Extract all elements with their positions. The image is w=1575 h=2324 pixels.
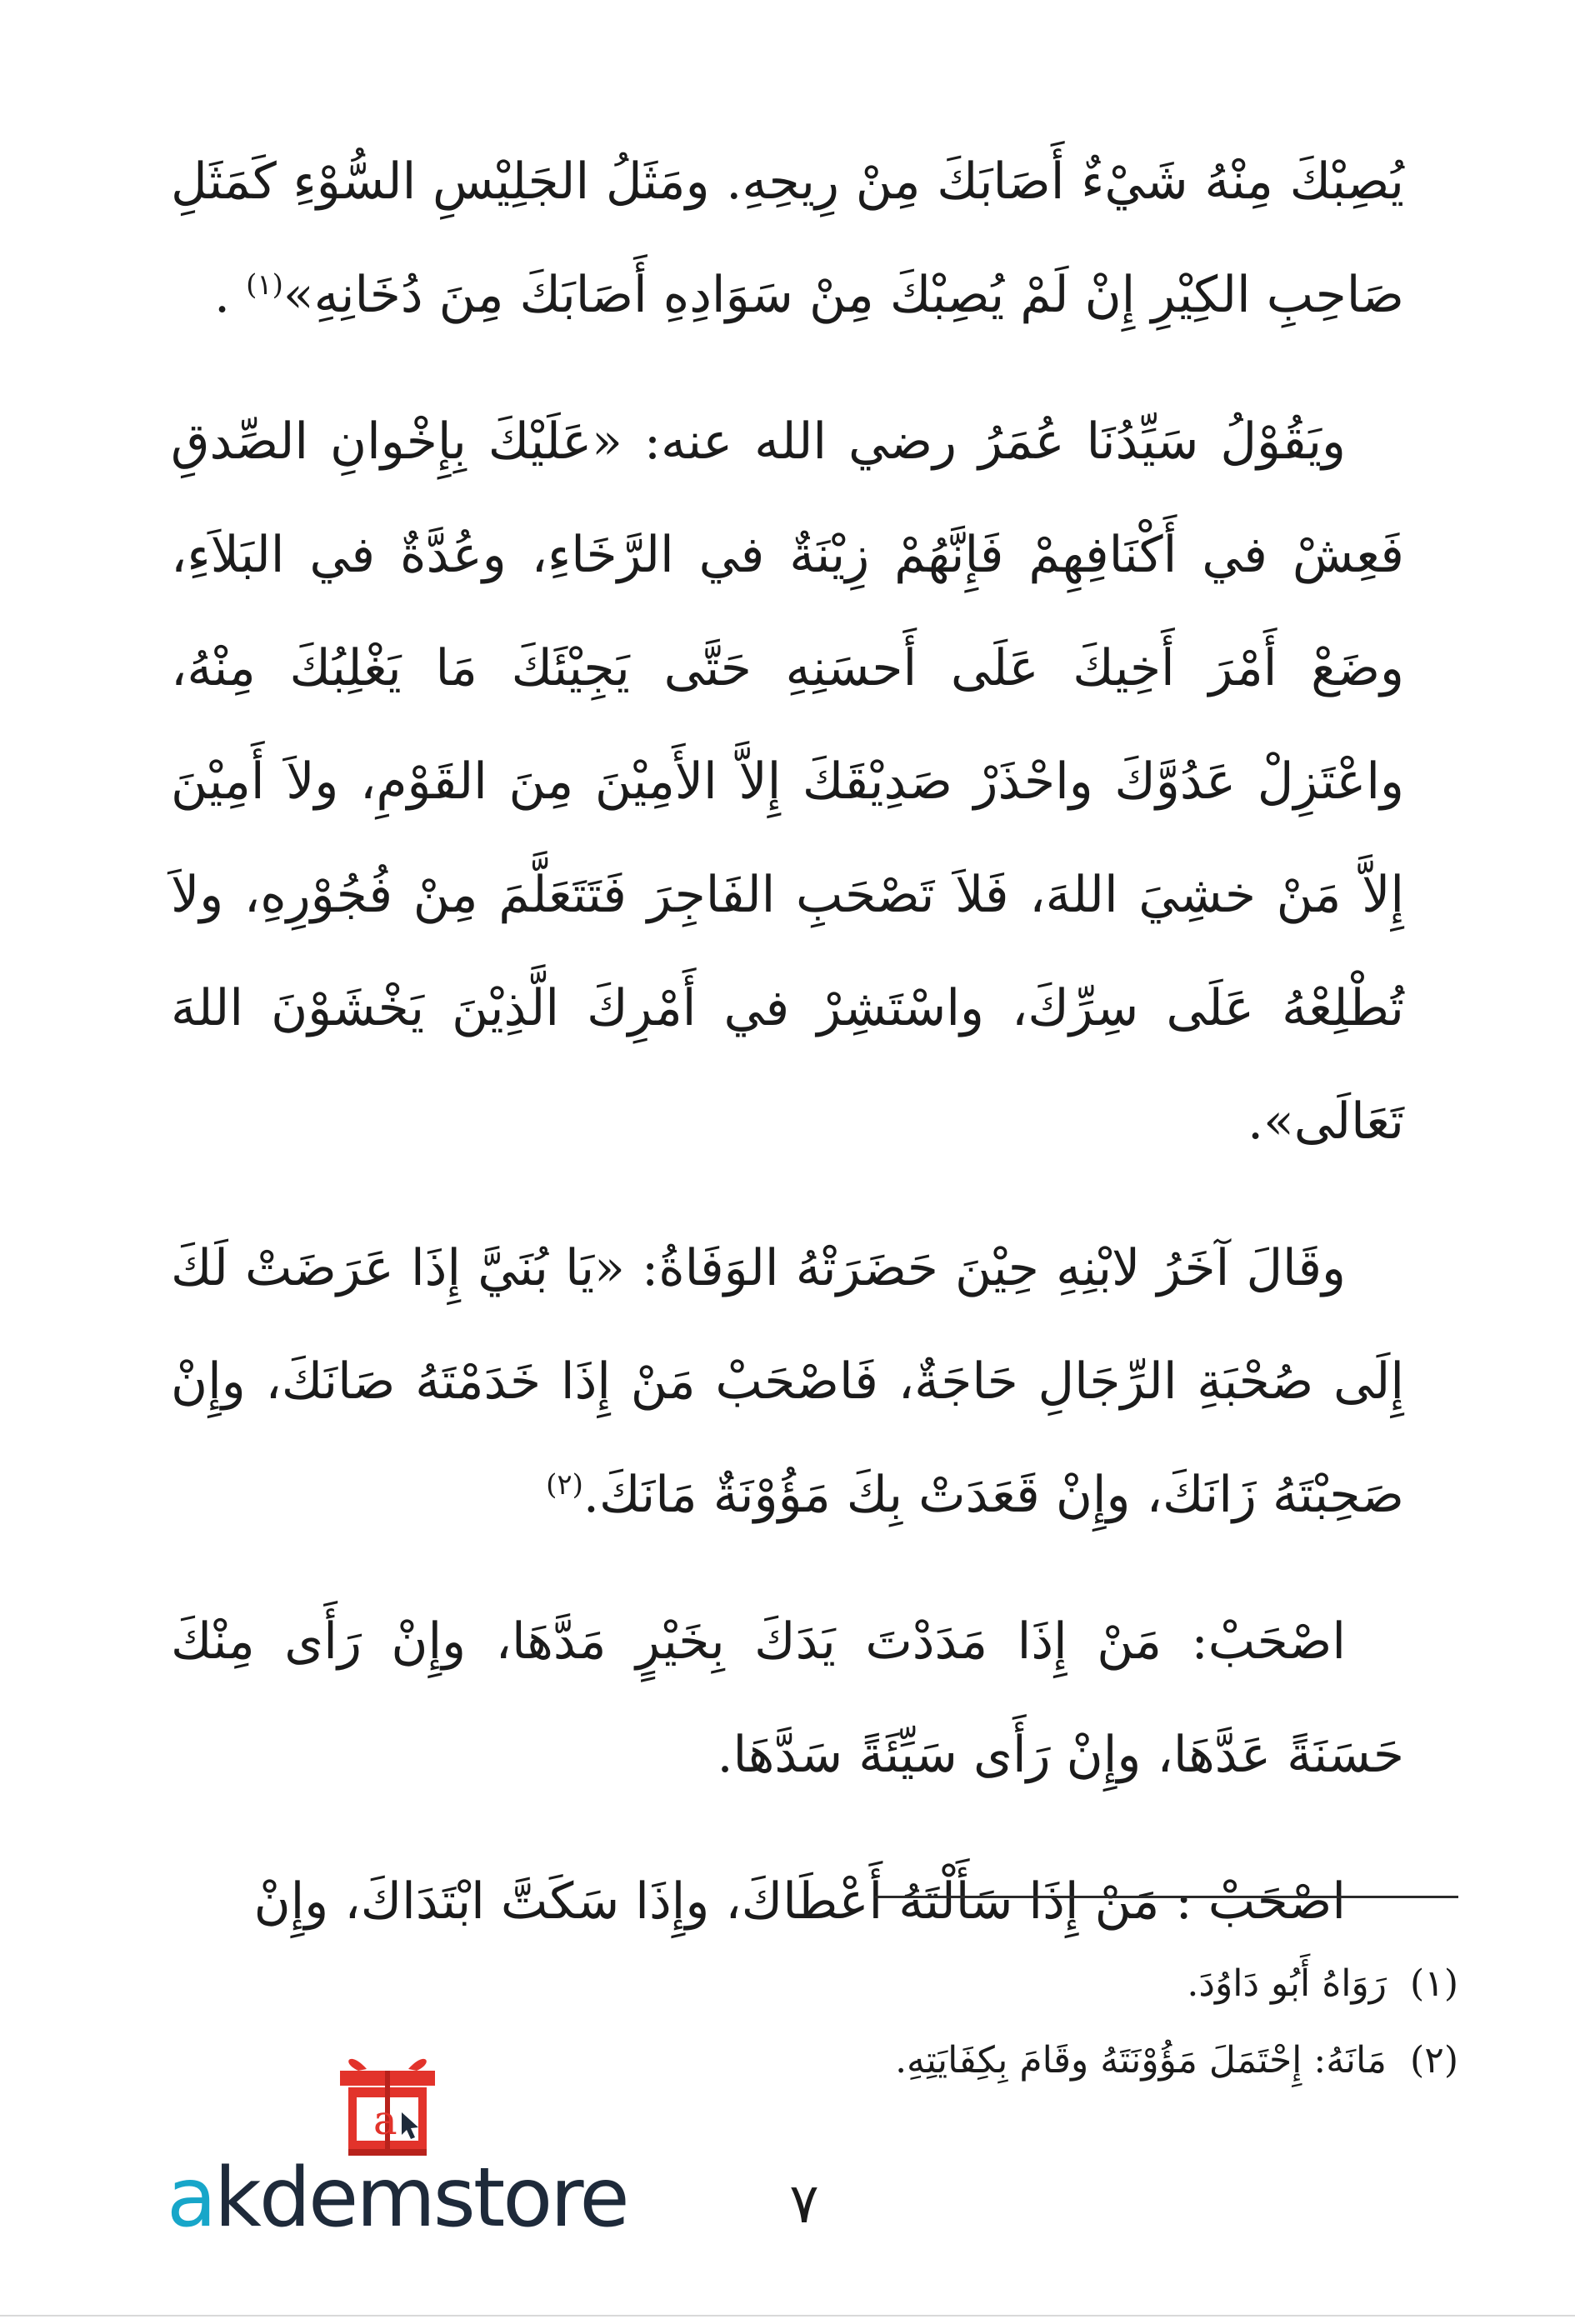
logo-wordmark-rest: kdemstore: [214, 2151, 628, 2246]
akdemstore-logo: [167, 2046, 628, 2246]
footnote-1-number: (١): [1410, 1962, 1458, 2005]
paragraph-3-text: وقَالَ آخَرُ لابْنِهِ حِيْنَ حَضَرَتْهُ الوَفَاةُ: «يَا بُنَيَّ إِذَا عَرَضَتْ لَكَ إِلَى صُحْبَةِ الرِّجَالِ حَاجَةٌ، فَاصْحَبْ مَنْ إِذَا خَدَمْتَهُ صَانَكَ، وإِنْ صَحِبْتَهُ زَانَكَ، وإِنْ قَعَدَتْ بِكَ مَؤُوْنَةٌ مَانَكَ.: [171, 1239, 1404, 1524]
paragraph-4: اصْحَبْ: مَنْ إِذَا مَدَدْتَ يَدَكَ بِخَيْرٍ مَدَّهَا، وإِنْ رَأَى مِنْكَ حَسَنَةً عَدَّهَا، وإِنْ رَأَى سَيِّئَةً سَدَّهَا.: [171, 1612, 1404, 1784]
footnote-2-number: (٢): [1410, 2039, 1458, 2082]
footnote-2-text: مَانَهُ: إِحْتَمَلَ مَؤُوْنَتَهُ وقَامَ بِكِفَايَتِهِ.: [895, 2039, 1388, 2082]
footnote-divider: [875, 1896, 1458, 1898]
paragraph-1-end: .: [213, 266, 247, 324]
footnote-2: [650, 2022, 1458, 2099]
logo-wordmark: [167, 2151, 628, 2246]
footnote-1-text: رَوَاهُ أَبُو دَاوُدَ.: [1187, 1962, 1388, 2005]
paragraph-2: ويَقُوْلُ سَيِّدُنَا عُمَرُ رضي الله عنه: «عَلَيْكَ بِإِخْوانِ الصِّدقِ فَعِشْ في أَكْنَافِهِمْ فَإِنَّهُمْ زِيْنَةٌ في الرَّخَاءِ، وعُدَّةٌ في البَلاَءِ، وضَعْ أَمْرَ أَخِيكَ عَلَى أَحسَنِهِ حَتَّى يَجِيْئَكَ مَا يَغْلِبُكَ مِنْهُ، واعْتَزِلْ عَدُوَّكَ واحْذَرْ صَدِيْقَكَ إِلاَّ الأَمِيْنَ مِنَ القَوْمِ، ولاَ أَمِيْنَ إِلاَّ مَنْ خشِيَ اللهَ، فَلاَ تَصْحَبِ الفَاجِرَ فَتَتَعَلَّمَ مِنْ فُجُوْرِهِ، ولاَ تُطْلِعْهُ عَلَى سِرِّكَ، واسْتَشِرْ في أَمْرِكَ الَّذِيْنَ يَخْشَوْنَ اللهَ تَعَالَى».: [171, 412, 1404, 1151]
paragraph-1: [171, 125, 1404, 352]
paragraph-1-text: يُصِبْكَ مِنْهُ شَيْءٌ أَصَابَكَ مِنْ رِيحِهِ. ومَثَلُ الجَلِيْسِ السُّوْءِ كَمَثَلِ صَاحِبِ الكِيْرِ إِنْ لَمْ يُصِبْكَ مِنْ سَوَادِهِ أَصَابَكَ مِنَ دُخَانِهِ»: [171, 152, 1404, 324]
page-bottom-edge: [0, 2315, 1575, 2317]
footnotes: [650, 1946, 1458, 2099]
footnote-ref-1: (١): [246, 268, 283, 302]
footnote-ref-2: (٢): [546, 1468, 583, 1502]
main-text: [171, 125, 1404, 1992]
logo-wordmark-a: a: [167, 2151, 215, 2246]
logo-icon-letter: a: [373, 2097, 398, 2144]
footnote-1: [650, 1946, 1458, 2022]
paragraph-3: [171, 1212, 1404, 1552]
page-number: ٧: [789, 2172, 819, 2236]
gift-book-icon: [325, 2046, 450, 2162]
paragraph-5: اصْحَبْ : مَنْ إِذَا سَأَلْتَهُ أَعْطَاكَ، وإِذَا سَكَتَّ ابْتَدَاكَ، وإِنْ: [253, 1872, 1346, 1931]
